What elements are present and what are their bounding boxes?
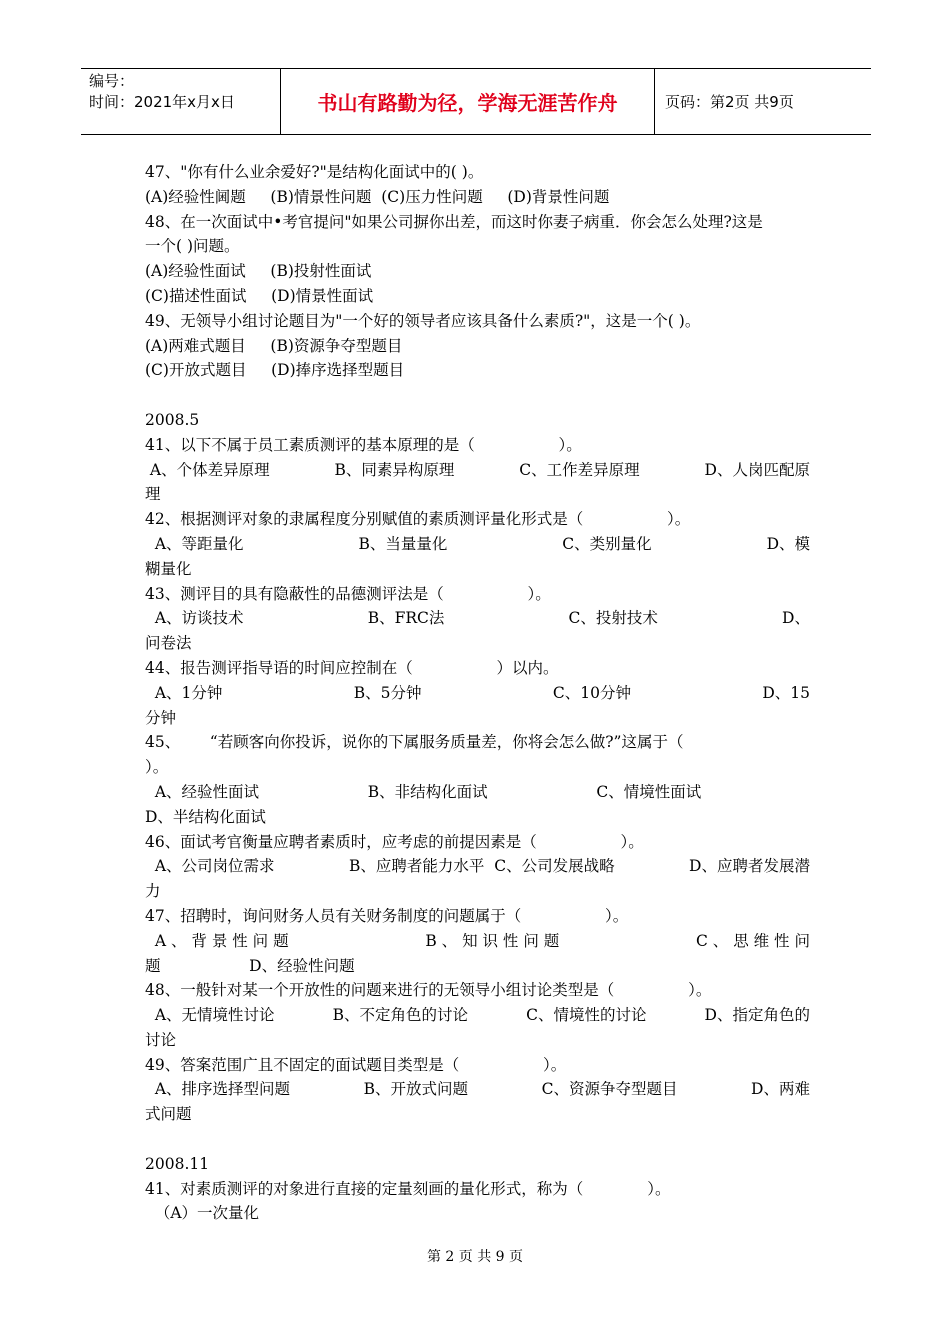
option: C、投射技术 <box>568 609 658 628</box>
question-text: ）。 <box>145 758 169 777</box>
section-heading: 2008.11 <box>145 1154 210 1173</box>
option: B、同素异构原理 <box>334 460 455 479</box>
option: B、FRC法 <box>367 609 445 628</box>
option: A 、 背 景 性 问 题 <box>145 931 289 950</box>
option-continuation: D、半结构化面试 <box>145 807 266 826</box>
option: A、无情境性讨论 <box>145 1006 275 1025</box>
question-options: (A)经验性阃题 (B)情景性问题 (C)压力性问题 (D)背景性问题 <box>145 187 610 206</box>
document-body <box>145 160 810 1226</box>
option-continuation: 问卷法 <box>145 634 192 653</box>
header-motto: 书山有路勤为径，学海无涯苦作舟 <box>281 69 655 134</box>
question-text: 47、招聘时，询问财务人员有关财务制度的问题属于（ ）。 <box>145 906 629 925</box>
option-continuation: 力 <box>145 882 161 901</box>
header-time-label: 时间：2021年x月x日 <box>89 93 235 111</box>
option: D、人岗匹配原 <box>704 460 810 479</box>
option: B、非结构化面试 <box>367 782 488 801</box>
question-options: (C)开放式题目 (D)捧序选择型题目 <box>145 361 405 380</box>
question-text: 44、报告测评指导语的时间应控制在（ ）以内。 <box>145 658 559 677</box>
option: B、开放式问题 <box>363 1080 469 1099</box>
question-text: 41、以下不属于员工素质测评的基本原理的是（ ）。 <box>145 435 582 454</box>
question-text: 一个( )问题。 <box>145 237 240 256</box>
option-continuation: 理 <box>145 485 161 504</box>
option: D、 <box>782 609 810 628</box>
option-continuation: 讨论 <box>145 1030 177 1049</box>
question-options <box>145 854 810 879</box>
option: D、指定角色的 <box>704 1006 810 1025</box>
question-text: 41、对素质测评的对象进行直接的定量刻画的量化形式，称为（ ）。 <box>145 1179 671 1198</box>
option: C、资源争夺型题目 <box>541 1080 678 1099</box>
question-text: 47、"你有什么业余爱好?"是结构化面试中的( )。 <box>145 163 484 181</box>
option: C、10分钟 <box>552 683 631 702</box>
question-options <box>145 606 810 631</box>
option-continuation: 糊量化 <box>145 559 192 578</box>
section-heading: 2008.5 <box>145 410 200 429</box>
option: B 、 知 识 性 问 题 <box>425 931 560 950</box>
option: D、应聘者发展潜 <box>689 857 810 876</box>
question-text: 42、根据测评对象的隶属程度分别赋值的素质测评量化形式是（ ）。 <box>145 510 691 529</box>
question-options <box>145 780 810 805</box>
page-header <box>81 68 871 135</box>
header-meta <box>81 69 281 134</box>
option: B、不定角色的讨论 <box>332 1006 469 1025</box>
question-options <box>145 929 810 954</box>
option: B、5分钟 <box>353 683 422 702</box>
question-options <box>145 458 810 483</box>
option: B、应聘者能力水平 C、公司发展战略 <box>349 857 615 876</box>
question-text: 48、在一次面试中•考官提问"如果公司摒你出差，而这时你妻子病重．你会怎么处理?这是 <box>145 212 763 231</box>
question-text: 48、一般针对某一个开放性的问题来进行的无领导小组讨论类型是（ ）。 <box>145 981 712 1000</box>
question-options <box>145 1003 810 1028</box>
question-options <box>145 532 810 557</box>
option: A、等距量化 <box>145 534 244 553</box>
question-options: (C)描述性面试 (D)情景性面试 <box>145 286 374 305</box>
question-text: 45、 “若顾客向你投诉，说你的下属服务质量差，你将会怎么做?”这属于（ <box>145 733 684 752</box>
option: A、1分钟 <box>145 683 223 702</box>
option: D、模 <box>766 534 810 553</box>
question-text: 49、无领导小组讨论题目为"一个好的领导者应该具备什么素质?"，这是一个( )。 <box>145 311 701 330</box>
question-options <box>145 1077 810 1102</box>
option: A、经验性面试 <box>145 782 260 801</box>
option: A、排序选择型问题 <box>145 1080 291 1099</box>
question-options <box>145 681 810 706</box>
option: C 、 思 维 性 问 <box>695 931 810 950</box>
option: C、情境性的讨论 <box>526 1006 647 1025</box>
option: D、两难 <box>751 1080 810 1099</box>
header-page-info: 页码：第2页 共9页 <box>665 93 794 111</box>
option-continuation: 分钟 <box>145 708 177 727</box>
page-footer: 第 2 页 共 9 页 <box>426 1249 524 1265</box>
option-continuation: 式问题 <box>145 1105 192 1124</box>
option-continuation: 题 D、经验性问题 <box>145 956 355 975</box>
option: D、15 <box>762 683 810 702</box>
question-options: （A）一次量化 <box>145 1204 260 1223</box>
option: B、当量量化 <box>358 534 448 553</box>
option: C、情境性面试 <box>596 782 702 801</box>
question-options: (A)经验性面试 (B)投射性面试 <box>145 262 372 281</box>
option: A、个体差异原理 <box>145 460 270 479</box>
question-text: 46、面试考官衡量应聘者素质时，应考虑的前提因素是（ ）。 <box>145 832 644 851</box>
option: C、工作差异原理 <box>519 460 640 479</box>
option: A、访谈技术 <box>145 609 244 628</box>
question-options: (A)两难式题目 (B)资源争夺型题目 <box>145 336 403 355</box>
question-text: 49、答案范围广且不固定的面试题目类型是（ ）。 <box>145 1055 567 1074</box>
option: A、公司岗位需求 <box>145 857 275 876</box>
option: C、类别量化 <box>562 534 652 553</box>
question-text: 43、测评目的具有隐蔽性的品德测评法是（ ）。 <box>145 584 551 603</box>
header-number-label: 编号： <box>89 72 135 90</box>
